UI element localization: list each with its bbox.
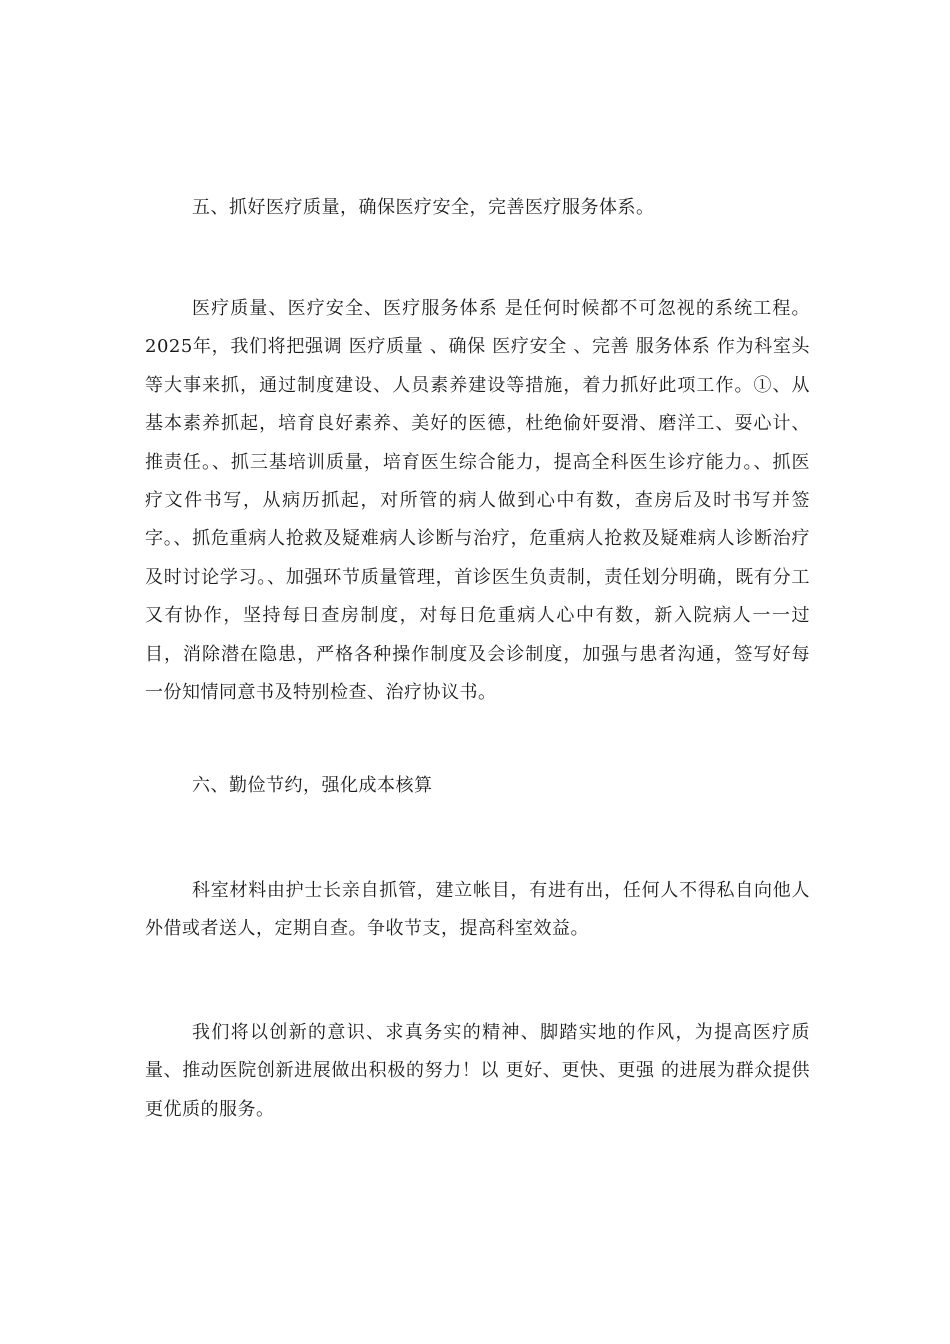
closing-paragraph: 我们将以创新的意识、求真务实的精神、脚踏实地的作风，为提高医疗质量、推动医院创新进展做出积极的努力！以 更好、更快、更强 的进展为群众提供更优质的服务。 [145, 1022, 810, 1120]
section-5-heading: 五、抓好医疗质量，确保医疗安全，完善医疗服务体系。 [192, 197, 655, 218]
section-6-heading: 六、勤俭节约，强化成本核算 [192, 775, 433, 796]
section-5-body: 医疗质量、医疗安全、医疗服务体系 是任何时候都不可忽视的系统工程。2025年，我们将把强调 医疗质量 、确保 医疗安全 、完善 服务体系 作为科室头等大事来抓，通过制度建设、人员素养建设等措施，着力抓好此项工作。①、从基本素养抓起，培育良好素养、美好的医德，杜绝偷奸耍滑、磨洋工、耍心计、推责任。、抓三基培训质量，培育医生综合能力，提高全科医生诊疗能力。、抓医疗文件书写，从病历抓起，对所管的病人做到心中有数，查房后及时书写并签字。、抓危重病人抢救及疑难病人诊断与治疗，危重病人抢救及疑难病人诊断治疗及时讨论学习。、加强环节质量管理，首诊医生负责制，责任划分明确，既有分工又有协作，坚持每日查房制度，对每日危重病人心中有数，新入院病人一一过目，消除潜在隐患，严格各种操作制度及会诊制度，加强与患者沟通，签写好每一份知情同意书及特别检查、治疗协议书。 [145, 298, 810, 704]
section-6-body: 科室材料由护士长亲自抓管，建立帐目，有进有出，任何人不得私自向他人外借或者送人，定期自查。争收节支，提高科室效益。 [145, 880, 810, 940]
